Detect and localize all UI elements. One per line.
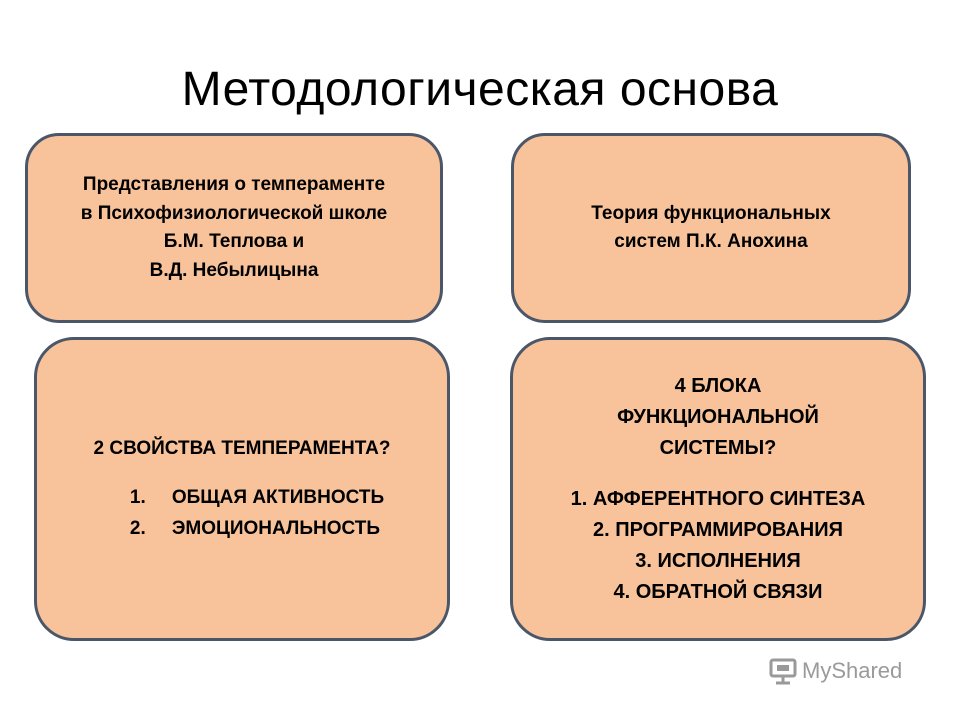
list-item: 2. ПРОГРАММИРОВАНИЯ <box>592 518 844 541</box>
box-functional-system-blocks <box>510 337 926 641</box>
box-line: Б.М. Теплова и <box>163 231 305 252</box>
box-heading-line: ФУНКЦИОНАЛЬНОЙ <box>617 405 819 428</box>
numbered-list <box>130 483 384 544</box>
list-text: ЭМОЦИОНАЛЬНОСТЬ <box>171 517 380 539</box>
box-heading-line: 4 БЛОКА <box>674 374 762 397</box>
list-item: 3. ИСПОЛНЕНИЯ <box>635 549 801 572</box>
list-text: ОБЩАЯ АКТИВНОСТЬ <box>171 487 385 509</box>
box-line: систем П.К. Анохина <box>614 231 808 252</box>
list-number: 2. <box>129 517 146 539</box>
list-item: 4. ОБРАТНОЙ СВЯЗИ <box>613 580 823 603</box>
watermark <box>768 656 902 686</box>
watermark-text: MyShared <box>802 658 903 683</box>
presentation-screen-icon <box>768 656 798 686</box>
box-line: Теория функциональных <box>591 202 831 224</box>
box-line: Представления о темпераменте <box>82 174 386 195</box>
box-heading-line: СИСТЕМЫ? <box>659 436 777 459</box>
box-line: в Психофизиологической школе <box>80 202 388 224</box>
box-line: В.Д. Небылицына <box>149 259 319 281</box>
box-temperament-properties <box>34 337 450 641</box>
list-item <box>130 514 384 544</box>
list-item <box>130 483 384 513</box>
box-functional-systems-theory <box>511 133 911 323</box>
list-item: 1. АФФЕРЕНТНОГО СИНТЕЗА <box>570 487 866 510</box>
box-temperament-school <box>25 133 443 323</box>
box-heading: 2 СВОЙСТВА ТЕМПЕРАМЕНТА? <box>93 437 391 459</box>
slide-title: Методологическая основа <box>181 63 779 116</box>
list-number: 1. <box>129 487 146 509</box>
